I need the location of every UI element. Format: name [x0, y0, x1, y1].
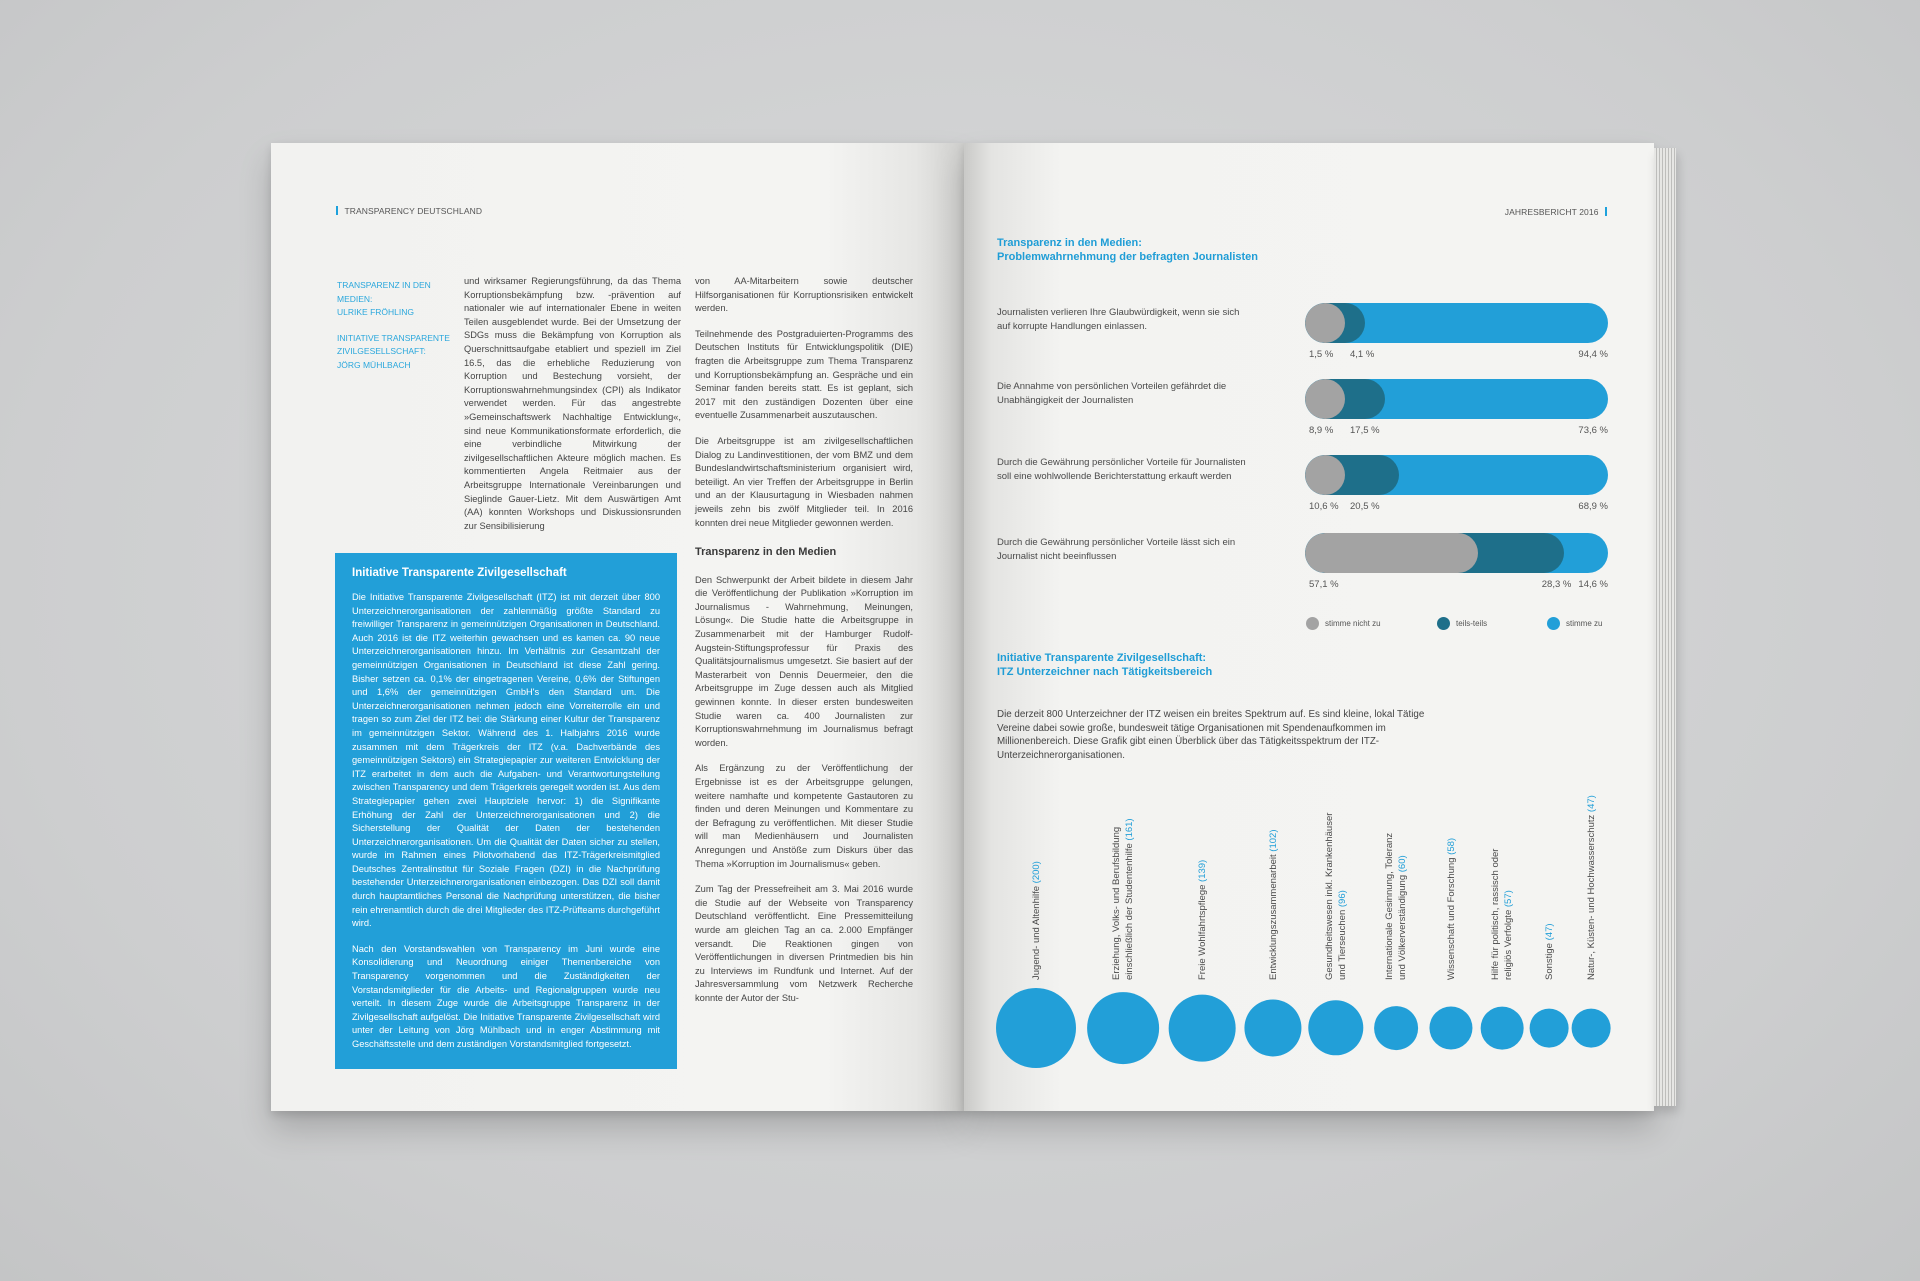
chart1-title-line: Transparenz in den Medien: — [997, 237, 1142, 249]
category-label — [1445, 838, 1458, 980]
category-bubble — [1481, 1007, 1524, 1050]
category-bubble — [996, 988, 1076, 1068]
column-2-paragraph: Teilnehmende des Postgraduierten-Programms des Deutschen Instituts für Entwicklungspolitik (DIE) fragten die Arbeitsgruppe zum Thema Transparenz und Korruptionsbekämpfung an. Gespräche und ein Seminar fanden bereits statt. Es ist geplant, sich 2017 mit den zuständigen Dozenten über eine eventuelle Zusammenarbeit auszutauschen. — [695, 328, 913, 421]
category-label-line: Internationale Gesinnung, Toleranz — [1384, 832, 1395, 980]
box-paragraph-1: Die Initiative Transparente Zivilgesellschaft (ITZ) ist mit derzeit über 800 Unterzeichnerorganisationen der zahlenmäßig größte Standard zu freiwilliger Transparenz in gemeinnützigen Organisationen in Deutschland. Auch 2016 ist die ITZ weiterhin gewachsen und es kamen ca. 90 neue Unterzeichnerorganisationen hinzu. Im Verhältnis zur Gesamtzahl der gemeinnützigen Organisationen in Deutschland ist diese Zahl gering. Bisher setzen ca. 0,1% der eingetragenen Vereine, 0,6% der Stiftungen und 1,6% der gemeinnützigen GmbH's den Standard um. Die Unterzeichnerorganisationen nehmen jedoch eine Vorreiterrolle ein und tragen so zum Ziel der ITZ bei: die Stärkung einer Kultur der Transparenz im gemeinnützigen Sektor. Während des 1. Halbjahrs 2016 wurde zusammen mit dem Trägerkreis der ITZ (v.a. Dachverbände des gemeinnützigen Sektors) ein Strategiepapier zur weiteren Entwicklung der ITZ erarbeitet in dem auch die Aufgaben- und Verantwortungsteilung zwischen Transparency und dem Trägerkreis geregelt worden ist. Aus dem Strategiepapier gehen zwei Hauptziele hervor: 1) die Signifikante Erhöhung der Zahl der Unterzeichnerorganisationen und 2) die Sicherstellung der Qualität der Daten der bestehenden Unterzeichnerorganisationen. Um die Qualität der Daten sicher zu stellen, wurde im Rahmen eines Pilotvorhabend das ITZ-Trägerkreismitglied Deutsches Zentralinstitut für Soziale Fragen (DZI) in die Nachprüfung bestehender Unterzeichnerorganisationen einbezogen. Das DZI soll damit durch hauptamtliches Personal die Nachprüfung unterstützen, die bisher rein ehrenamtlich durch die drei Mitglieder des ITZ-Prüfteams durchgeführt wird. — [352, 592, 660, 929]
value-label-partly: 20,5 % — [1350, 501, 1380, 512]
sidebar-line: TRANSPARENZ IN DEN MEDIEN: — [337, 280, 431, 304]
category-count: (58) — [1445, 837, 1457, 858]
category-count: (102) — [1267, 829, 1279, 855]
category-label-line: und Völkerverständigung (60) — [1397, 855, 1408, 980]
value-label-partly: 4,1 % — [1350, 349, 1375, 360]
category-label-line: Sonstige (47) — [1543, 923, 1555, 980]
category-count: (47) — [1585, 795, 1597, 815]
sidebar-line: INITIATIVE TRANSPARENTE — [337, 332, 450, 343]
category-label-line: Jugend- und Altenhilfe (200) — [1030, 861, 1042, 980]
category-bubble — [1087, 992, 1159, 1064]
question-label: Die Annahme von persönlichen Vorteilen gefährdet die Unabhängigkeit der Journalisten — [997, 381, 1227, 406]
category-label-line: religiös Verfolgte (57) — [1503, 890, 1514, 980]
running-head-right-text: JAHRESBERICHT 2016 — [1504, 207, 1599, 217]
column-2-paragraph: Die Arbeitsgruppe ist am zivilgesellschaftlichen Dialog zu Landinvestitionen, der vom BMZ und dem Bundeslandwirtschaftsministerium organisiert wird, beteiligt. An vier Treffen der Arbeitsgruppe in Berlin und an der Klausurtagung in Wiesbaden nahmen jeweils zehn bis zwölf Mitglieder teil. In 2016 konnten drei neue Mitglieder gewonnen werden. — [695, 435, 913, 528]
column-2-paragraph: Den Schwerpunkt der Arbeit bildete in diesem Jahr die Veröffentlichung der Publikation »Korruption im Journalismus - Wahrnehmung, Meinungen, Lösung«. Die Studie hatte die Arbeitsgruppe in Zusammenarbeit mit der Hamburger Rudolf-Augstein-Stiftungsprofessur für Praxis des Qualitätsjournalismus umgesetzt. Sie basiert auf der Masterarbeit von Dennis Deuermeier, den die Arbeitsgruppe im Zuge dessen auch als Mitglied gewinnen konnte. In dieser ersten bundesweiten Studie waren ca. 400 Journalisten zur Korruptionswahrnehmung im Journalismus befragt worden. — [695, 574, 913, 748]
legend-label: stimme zu — [1566, 619, 1603, 629]
category-label-line: Gesundheitswesen inkl. Krankenhäuser — [1324, 812, 1335, 980]
question-label: Durch die Gewährung persönlicher Vorteile für Journalisten soll eine wohlwollende Berichterstattung erkauft werden — [997, 457, 1246, 482]
value-label-agree: 68,9 % — [1578, 501, 1608, 512]
sidebar-line: JÖRG MÜHLBACH — [337, 359, 411, 370]
chart2-title-line: Initiative Transparente Zivilgesellschaft: — [997, 652, 1207, 664]
category-label — [1267, 830, 1280, 981]
category-label — [1323, 813, 1349, 980]
value-label-disagree: 8,9 % — [1309, 425, 1334, 436]
category-bubble — [1530, 1009, 1569, 1048]
category-label-line: und Tierseuchen (96) — [1337, 890, 1348, 980]
value-label-agree: 94,4 % — [1578, 349, 1608, 360]
value-label-partly: 17,5 % — [1350, 425, 1380, 436]
chart2-intro: Die derzeit 800 Unterzeichner der ITZ weisen ein breites Spektrum auf. Es sind kleine, lokal Tätige Vereine dabei sowie große, bundesweit tätige Organisationen mit Spendenaufkommen im Millionenbereich. Diese Grafik gibt einen Überblick über das Tätigkeitsspektrum der ITZ-Unterzeichnerorganisationen. — [997, 709, 1425, 761]
legend-label: stimme nicht zu — [1325, 619, 1381, 629]
category-label — [1543, 923, 1556, 980]
category-label-line: Wissenschaft und Forschung (58) — [1445, 837, 1457, 980]
sidebar-line: ULRIKE FRÖHLING — [337, 307, 414, 317]
category-label — [1489, 849, 1515, 980]
category-bubble — [1429, 1006, 1472, 1049]
box-paragraph-2: Nach den Vorstandswahlen von Transparency im Juni wurde eine Konsolidierung und Neuordnung einiger Themenbereiche von Transparency vorgenommen und die Zuständigkeiten der Vorstandsmitglieder für die Arbeits- und Regionalgruppen wurde neu verteilt. In diesem Zuge wurde die Arbeitsgruppe Transparenz in der Zivilgesellschaft aufgelöst. Die Initiative Transparente Zivilgesellschaft wird unter der Leitung von Jörg Mühlbach und in enger Abstimmung mit Geschäftsstelle und dem zuständigen Vorstandsmitglied fortgesetzt. — [352, 943, 660, 1049]
category-label-line: Freie Wohlfahrtspflege (139) — [1196, 859, 1208, 980]
question-label: Journalisten verlieren Ihre Glaubwürdigkeit, wenn sie sich auf korrupte Handlungen einlassen. — [997, 307, 1240, 332]
category-label — [1585, 795, 1598, 980]
category-label — [1110, 818, 1136, 980]
legend-label: teils-teils — [1456, 619, 1488, 629]
chart2-title-line: ITZ Unterzeichner nach Tätigkeitsbereich — [997, 665, 1213, 678]
category-bubble — [1572, 1009, 1611, 1048]
section-heading-medien: Transparenz in den Medien — [695, 546, 837, 559]
category-bubble — [1169, 995, 1236, 1062]
category-label — [1196, 860, 1209, 980]
category-count: (200) — [1030, 861, 1042, 886]
value-label-agree: 14,6 % — [1578, 579, 1608, 590]
box-title: Initiative Transparente Zivilgesellschaft — [352, 567, 567, 579]
category-label — [1383, 833, 1409, 980]
value-label-agree: 73,6 % — [1578, 425, 1608, 436]
category-label-line: einschließlich der Studentenhilfe (161) — [1124, 818, 1135, 980]
category-label — [1030, 861, 1043, 980]
category-count: (96) — [1337, 890, 1348, 910]
category-bubble — [1308, 1000, 1363, 1055]
category-count: (47) — [1543, 923, 1555, 944]
column-2-paragraph: Als Ergänzung zu der Veröffentlichung der Ergebnisse ist es der Arbeitsgruppe gelungen, weitere namhafte und kompetente Gastautoren zu finden und deren Meinungen und Kommentare zu der Befragung zu veröffentlichen. Mit dieser Studie will man Medienhäusern und Journalisten Anregungen und Anstöße zum Diskurs über das Thema »Korruption im Journalismus« geben. — [695, 763, 913, 869]
category-label-line: Hilfe für politisch, rassisch oder — [1490, 848, 1501, 980]
value-label-partly: 28,3 % — [1541, 579, 1572, 590]
category-count: (60) — [1397, 855, 1408, 875]
sidebar-line: ZIVILGESELLSCHAFT: — [337, 346, 426, 356]
column-2-paragraph: Zum Tag der Pressefreiheit am 3. Mai 2016 wurde die Studie auf der Webseite von Transparency Deutschland veröffentlicht. Eine Pressemitteilung wurde am gleichen Tag an ca. 2.000 Empfänger versandt. Die Reaktionen gingen von Veröffentlichungen in diversen Printmedien bis hin zu Interviews im Rundfunk und Internet. Auf der Jahresversammlung vom Netzwerk Recherche konnte der Autor der Stu- — [695, 884, 913, 1003]
value-label-disagree: 10,6 % — [1309, 501, 1339, 512]
category-count: (139) — [1196, 859, 1208, 885]
column-1-paragraph: und wirksamer Regierungsführung, da das Thema Korruptionsbekämpfung bzw. -prävention auf nationaler wie auf internationaler Ebene in weiten Teilen ausgeblendet wurde. Bei der Umsetzung der SDGs muss die Bekämpfung von Korruption als Querschnittsaufgabe etabliert und speziell im Ziel 16.5, das die erhebliche Reduzierung von Korruption und Bestechung vorsieht, der Korruptionswahrnehmungsindex (CPI) als Indikator verwendet werden. Für das angestrebte »Gemeinschaftswerk Nachhaltige Entwicklung«, sind neue Kommunikationsformate erforderlich, die eine verbindliche Mitwirkung der zivilgesellschaftlichen Akteure möglich machen. Es kommentierten Angela Reitmaier aus der Arbeitsgruppe Internationale Vereinbarungen und Sieglinde Gauer-Lietz. Mit dem Auswärtigen Amt (AA) konnten Workshops und Diskussionsrunden zur Sensibilisierung — [464, 276, 681, 531]
category-label-line: Natur-, Küsten- und Hochwasserschutz (47) — [1585, 795, 1597, 980]
value-label-disagree: 1,5 % — [1309, 349, 1334, 360]
category-label-line: Entwicklungszusammenarbeit (102) — [1267, 829, 1279, 980]
running-head-left-text: TRANSPARENCY DEUTSCHLAND — [344, 206, 483, 216]
chart1-title-line: Problemwahrnehmung der befragten Journalisten — [997, 250, 1258, 263]
column-2-paragraph: von AA-Mitarbeitern sowie deutscher Hilfsorganisationen für Korruptionsrisiken entwickelt werden. — [695, 276, 913, 314]
category-count: (161) — [1124, 818, 1135, 844]
category-bubble — [1244, 999, 1301, 1056]
value-label-disagree: 57,1 % — [1309, 579, 1339, 590]
category-count: (57) — [1503, 890, 1514, 910]
category-bubble — [1374, 1006, 1418, 1050]
category-label-line: Erziehung, Volks- und Berufsbildung — [1111, 826, 1122, 980]
question-label: Durch die Gewährung persönlicher Vorteile lässt sich ein Journalist nicht beeinflussen — [997, 537, 1236, 562]
